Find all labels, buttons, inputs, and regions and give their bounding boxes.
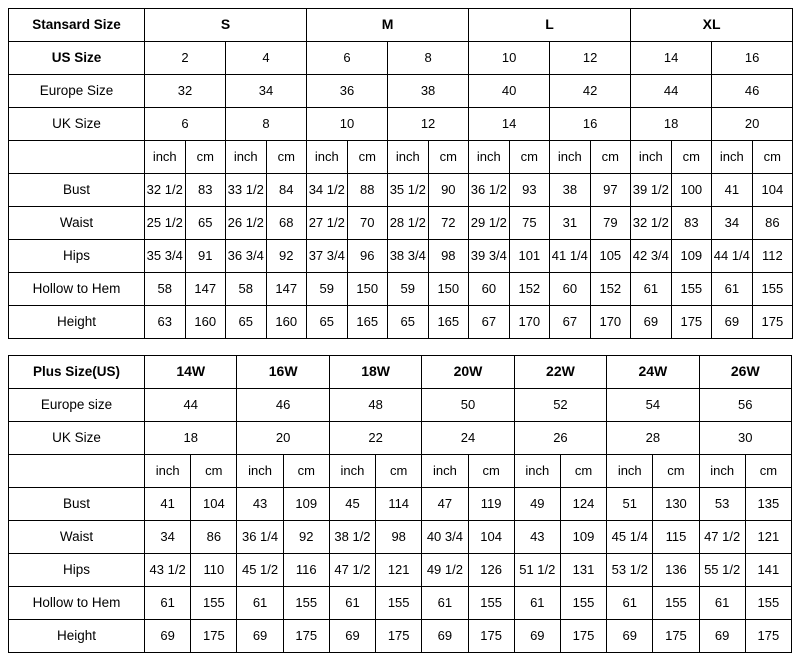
plus-row-label-waist: Waist	[9, 521, 145, 554]
plus-unit-cell-8: inch	[514, 455, 560, 488]
plus-row-label-europe-size: Europe size	[9, 389, 145, 422]
row-label-hollow-to-hem: Hollow to Hem	[9, 273, 145, 306]
plus-unit-cell-13: cm	[745, 455, 791, 488]
plus-height-cell-3: 175	[283, 620, 329, 653]
unit-cell-14: inch	[712, 141, 753, 174]
hips-cell-7: 98	[428, 240, 469, 273]
plus-waist-cell-13: 121	[745, 521, 791, 554]
hips-cell-8: 39 3/4	[469, 240, 510, 273]
table-row-waist	[9, 207, 793, 240]
plus-hollow-cell-4: 61	[329, 587, 375, 620]
plus-hollow-cell-0: 61	[145, 587, 191, 620]
hollow-cell-3: 147	[266, 273, 307, 306]
uk-size-value-0: 6	[145, 108, 226, 141]
plus-unit-cell-5: cm	[376, 455, 422, 488]
plus-hollow-cell-7: 155	[468, 587, 514, 620]
us-size-value-6: 14	[631, 42, 712, 75]
hollow-cell-15: 155	[752, 273, 793, 306]
height-cell-10: 67	[550, 306, 591, 339]
uk-size-value-3: 12	[388, 108, 469, 141]
height-cell-6: 65	[388, 306, 429, 339]
plus-size-group-18w: 18W	[329, 356, 421, 389]
bust-cell-11: 97	[590, 174, 631, 207]
hollow-cell-7: 150	[428, 273, 469, 306]
table-row-units	[9, 141, 793, 174]
waist-cell-14: 34	[712, 207, 753, 240]
hollow-cell-14: 61	[712, 273, 753, 306]
unit-cell-13: cm	[671, 141, 712, 174]
height-cell-2: 65	[226, 306, 267, 339]
plus-waist-cell-8: 43	[514, 521, 560, 554]
height-cell-7: 165	[428, 306, 469, 339]
table-row-us-size	[9, 42, 793, 75]
height-cell-11: 170	[590, 306, 631, 339]
plus-unit-cell-1: cm	[191, 455, 237, 488]
plus-bust-cell-6: 47	[422, 488, 468, 521]
bust-cell-12: 39 1/2	[631, 174, 672, 207]
bust-cell-8: 36 1/2	[469, 174, 510, 207]
plus-header-label: Plus Size(US)	[9, 356, 145, 389]
uk-size-value-4: 14	[469, 108, 550, 141]
uk-size-value-2: 10	[307, 108, 388, 141]
standard-size-table	[8, 8, 793, 339]
hollow-cell-8: 60	[469, 273, 510, 306]
table-row-plus-header	[9, 356, 792, 389]
plus-waist-cell-2: 36 1/4	[237, 521, 283, 554]
plus-height-cell-7: 175	[468, 620, 514, 653]
unit-cell-8: inch	[469, 141, 510, 174]
plus-europe-value-1: 46	[237, 389, 329, 422]
waist-cell-1: 65	[185, 207, 226, 240]
row-label-bust: Bust	[9, 174, 145, 207]
table-row-plus-hollow-to-hem	[9, 587, 792, 620]
plus-bust-cell-9: 124	[560, 488, 606, 521]
hips-cell-14: 44 1/4	[712, 240, 753, 273]
plus-units-row-label	[9, 455, 145, 488]
unit-cell-10: inch	[550, 141, 591, 174]
hollow-cell-2: 58	[226, 273, 267, 306]
us-size-value-7: 16	[712, 42, 793, 75]
plus-europe-value-2: 48	[329, 389, 421, 422]
bust-cell-3: 84	[266, 174, 307, 207]
table-row-plus-uk-size	[9, 422, 792, 455]
plus-hollow-cell-11: 155	[653, 587, 699, 620]
unit-cell-0: inch	[145, 141, 186, 174]
units-row-label	[9, 141, 145, 174]
hips-cell-0: 35 3/4	[145, 240, 186, 273]
plus-bust-cell-3: 109	[283, 488, 329, 521]
plus-size-group-26w: 26W	[699, 356, 791, 389]
plus-uk-value-2: 22	[329, 422, 421, 455]
plus-hips-cell-11: 136	[653, 554, 699, 587]
plus-unit-cell-9: cm	[560, 455, 606, 488]
plus-height-cell-13: 175	[745, 620, 791, 653]
europe-size-value-6: 44	[631, 75, 712, 108]
plus-height-cell-6: 69	[422, 620, 468, 653]
plus-europe-value-3: 50	[422, 389, 514, 422]
hips-cell-9: 101	[509, 240, 550, 273]
bust-cell-0: 32 1/2	[145, 174, 186, 207]
hollow-cell-4: 59	[307, 273, 348, 306]
height-cell-9: 170	[509, 306, 550, 339]
waist-cell-10: 31	[550, 207, 591, 240]
plus-europe-value-4: 52	[514, 389, 606, 422]
plus-height-cell-8: 69	[514, 620, 560, 653]
plus-hollow-cell-8: 61	[514, 587, 560, 620]
height-cell-5: 165	[347, 306, 388, 339]
plus-bust-cell-8: 49	[514, 488, 560, 521]
plus-uk-value-4: 26	[514, 422, 606, 455]
row-label-us-size: US Size	[9, 42, 145, 75]
plus-bust-cell-11: 130	[653, 488, 699, 521]
table-row-plus-units	[9, 455, 792, 488]
plus-row-label-hollow-to-hem: Hollow to Hem	[9, 587, 145, 620]
plus-bust-cell-5: 114	[376, 488, 422, 521]
waist-cell-6: 28 1/2	[388, 207, 429, 240]
plus-waist-cell-6: 40 3/4	[422, 521, 468, 554]
size-group-s: S	[145, 9, 307, 42]
plus-waist-cell-3: 92	[283, 521, 329, 554]
plus-height-cell-0: 69	[145, 620, 191, 653]
waist-cell-5: 70	[347, 207, 388, 240]
waist-cell-2: 26 1/2	[226, 207, 267, 240]
waist-cell-0: 25 1/2	[145, 207, 186, 240]
table-row-europe-size	[9, 75, 793, 108]
plus-hips-cell-7: 126	[468, 554, 514, 587]
europe-size-value-3: 38	[388, 75, 469, 108]
hips-cell-4: 37 3/4	[307, 240, 348, 273]
height-cell-0: 63	[145, 306, 186, 339]
bust-cell-7: 90	[428, 174, 469, 207]
plus-row-label-height: Height	[9, 620, 145, 653]
hips-cell-6: 38 3/4	[388, 240, 429, 273]
plus-hips-cell-13: 141	[745, 554, 791, 587]
plus-waist-cell-7: 104	[468, 521, 514, 554]
plus-unit-cell-12: inch	[699, 455, 745, 488]
hips-cell-11: 105	[590, 240, 631, 273]
europe-size-value-2: 36	[307, 75, 388, 108]
hollow-cell-12: 61	[631, 273, 672, 306]
table-row-standard-header	[9, 9, 793, 42]
plus-waist-cell-10: 45 1/4	[607, 521, 653, 554]
row-label-uk-size: UK Size	[9, 108, 145, 141]
waist-cell-8: 29 1/2	[469, 207, 510, 240]
bust-cell-1: 83	[185, 174, 226, 207]
plus-hollow-cell-5: 155	[376, 587, 422, 620]
plus-unit-cell-6: inch	[422, 455, 468, 488]
hollow-cell-0: 58	[145, 273, 186, 306]
plus-hips-cell-2: 45 1/2	[237, 554, 283, 587]
plus-height-cell-11: 175	[653, 620, 699, 653]
plus-unit-cell-2: inch	[237, 455, 283, 488]
plus-hips-cell-6: 49 1/2	[422, 554, 468, 587]
table-row-hips	[9, 240, 793, 273]
hips-cell-10: 41 1/4	[550, 240, 591, 273]
bust-cell-4: 34 1/2	[307, 174, 348, 207]
plus-row-label-hips: Hips	[9, 554, 145, 587]
plus-waist-cell-0: 34	[145, 521, 191, 554]
plus-waist-cell-11: 115	[653, 521, 699, 554]
plus-size-group-16w: 16W	[237, 356, 329, 389]
europe-size-value-5: 42	[550, 75, 631, 108]
uk-size-value-5: 16	[550, 108, 631, 141]
row-label-europe-size: Europe Size	[9, 75, 145, 108]
plus-unit-cell-10: inch	[607, 455, 653, 488]
plus-hollow-cell-6: 61	[422, 587, 468, 620]
hollow-cell-1: 147	[185, 273, 226, 306]
plus-uk-value-0: 18	[145, 422, 237, 455]
plus-hollow-cell-10: 61	[607, 587, 653, 620]
plus-height-cell-4: 69	[329, 620, 375, 653]
height-cell-1: 160	[185, 306, 226, 339]
plus-waist-cell-5: 98	[376, 521, 422, 554]
bust-cell-5: 88	[347, 174, 388, 207]
hollow-cell-10: 60	[550, 273, 591, 306]
us-size-value-3: 8	[388, 42, 469, 75]
hollow-cell-11: 152	[590, 273, 631, 306]
unit-cell-11: cm	[590, 141, 631, 174]
plus-hollow-cell-13: 155	[745, 587, 791, 620]
hips-cell-12: 42 3/4	[631, 240, 672, 273]
waist-cell-13: 83	[671, 207, 712, 240]
plus-uk-value-6: 30	[699, 422, 791, 455]
height-cell-15: 175	[752, 306, 793, 339]
standard-header-label: Stansard Size	[9, 9, 145, 42]
plus-unit-cell-0: inch	[145, 455, 191, 488]
row-label-height: Height	[9, 306, 145, 339]
plus-bust-cell-0: 41	[145, 488, 191, 521]
height-cell-13: 175	[671, 306, 712, 339]
waist-cell-15: 86	[752, 207, 793, 240]
size-group-m: M	[307, 9, 469, 42]
height-cell-8: 67	[469, 306, 510, 339]
us-size-value-0: 2	[145, 42, 226, 75]
table-row-hollow-to-hem	[9, 273, 793, 306]
plus-row-label-bust: Bust	[9, 488, 145, 521]
plus-hips-cell-8: 51 1/2	[514, 554, 560, 587]
bust-cell-6: 35 1/2	[388, 174, 429, 207]
plus-unit-cell-4: inch	[329, 455, 375, 488]
bust-cell-10: 38	[550, 174, 591, 207]
uk-size-value-7: 20	[712, 108, 793, 141]
unit-cell-1: cm	[185, 141, 226, 174]
plus-hips-cell-3: 116	[283, 554, 329, 587]
plus-hips-cell-9: 131	[560, 554, 606, 587]
plus-waist-cell-4: 38 1/2	[329, 521, 375, 554]
europe-size-value-4: 40	[469, 75, 550, 108]
unit-cell-12: inch	[631, 141, 672, 174]
hollow-cell-9: 152	[509, 273, 550, 306]
plus-size-group-22w: 22W	[514, 356, 606, 389]
plus-unit-cell-3: cm	[283, 455, 329, 488]
plus-size-table	[8, 355, 792, 653]
plus-height-cell-10: 69	[607, 620, 653, 653]
row-label-hips: Hips	[9, 240, 145, 273]
hips-cell-5: 96	[347, 240, 388, 273]
plus-hollow-cell-1: 155	[191, 587, 237, 620]
plus-europe-value-0: 44	[145, 389, 237, 422]
size-group-xl: XL	[631, 9, 793, 42]
table-row-plus-europe-size	[9, 389, 792, 422]
europe-size-value-1: 34	[226, 75, 307, 108]
us-size-value-2: 6	[307, 42, 388, 75]
plus-height-cell-12: 69	[699, 620, 745, 653]
plus-height-cell-5: 175	[376, 620, 422, 653]
plus-bust-cell-7: 119	[468, 488, 514, 521]
bust-cell-13: 100	[671, 174, 712, 207]
bust-cell-2: 33 1/2	[226, 174, 267, 207]
hips-cell-13: 109	[671, 240, 712, 273]
plus-height-cell-1: 175	[191, 620, 237, 653]
plus-hips-cell-4: 47 1/2	[329, 554, 375, 587]
unit-cell-15: cm	[752, 141, 793, 174]
plus-size-group-24w: 24W	[607, 356, 699, 389]
plus-uk-value-1: 20	[237, 422, 329, 455]
plus-uk-value-5: 28	[607, 422, 699, 455]
waist-cell-3: 68	[266, 207, 307, 240]
height-cell-3: 160	[266, 306, 307, 339]
us-size-value-5: 12	[550, 42, 631, 75]
waist-cell-12: 32 1/2	[631, 207, 672, 240]
uk-size-value-1: 8	[226, 108, 307, 141]
us-size-value-1: 4	[226, 42, 307, 75]
unit-cell-4: inch	[307, 141, 348, 174]
table-spacer	[8, 339, 792, 355]
plus-waist-cell-9: 109	[560, 521, 606, 554]
plus-hollow-cell-9: 155	[560, 587, 606, 620]
waist-cell-11: 79	[590, 207, 631, 240]
table-row-height	[9, 306, 793, 339]
table-row-plus-waist	[9, 521, 792, 554]
waist-cell-7: 72	[428, 207, 469, 240]
plus-bust-cell-4: 45	[329, 488, 375, 521]
plus-europe-value-5: 54	[607, 389, 699, 422]
hollow-cell-6: 59	[388, 273, 429, 306]
plus-row-label-uk-size: UK Size	[9, 422, 145, 455]
unit-cell-6: inch	[388, 141, 429, 174]
unit-cell-3: cm	[266, 141, 307, 174]
table-row-bust	[9, 174, 793, 207]
plus-waist-cell-12: 47 1/2	[699, 521, 745, 554]
plus-height-cell-2: 69	[237, 620, 283, 653]
plus-hips-cell-12: 55 1/2	[699, 554, 745, 587]
hollow-cell-13: 155	[671, 273, 712, 306]
bust-cell-15: 104	[752, 174, 793, 207]
plus-hips-cell-1: 110	[191, 554, 237, 587]
plus-hollow-cell-3: 155	[283, 587, 329, 620]
plus-bust-cell-13: 135	[745, 488, 791, 521]
plus-europe-value-6: 56	[699, 389, 791, 422]
waist-cell-4: 27 1/2	[307, 207, 348, 240]
europe-size-value-0: 32	[145, 75, 226, 108]
plus-size-group-20w: 20W	[422, 356, 514, 389]
hips-cell-2: 36 3/4	[226, 240, 267, 273]
waist-cell-9: 75	[509, 207, 550, 240]
unit-cell-7: cm	[428, 141, 469, 174]
plus-unit-cell-11: cm	[653, 455, 699, 488]
bust-cell-14: 41	[712, 174, 753, 207]
uk-size-value-6: 18	[631, 108, 712, 141]
plus-bust-cell-12: 53	[699, 488, 745, 521]
europe-size-value-7: 46	[712, 75, 793, 108]
unit-cell-2: inch	[226, 141, 267, 174]
size-group-l: L	[469, 9, 631, 42]
height-cell-12: 69	[631, 306, 672, 339]
plus-size-group-14w: 14W	[145, 356, 237, 389]
hips-cell-15: 112	[752, 240, 793, 273]
plus-bust-cell-2: 43	[237, 488, 283, 521]
plus-hollow-cell-12: 61	[699, 587, 745, 620]
plus-height-cell-9: 175	[560, 620, 606, 653]
row-label-waist: Waist	[9, 207, 145, 240]
plus-waist-cell-1: 86	[191, 521, 237, 554]
table-row-plus-height	[9, 620, 792, 653]
plus-bust-cell-10: 51	[607, 488, 653, 521]
plus-bust-cell-1: 104	[191, 488, 237, 521]
plus-uk-value-3: 24	[422, 422, 514, 455]
hips-cell-1: 91	[185, 240, 226, 273]
unit-cell-9: cm	[509, 141, 550, 174]
plus-hips-cell-10: 53 1/2	[607, 554, 653, 587]
height-cell-14: 69	[712, 306, 753, 339]
plus-hips-cell-0: 43 1/2	[145, 554, 191, 587]
table-row-uk-size	[9, 108, 793, 141]
us-size-value-4: 10	[469, 42, 550, 75]
hollow-cell-5: 150	[347, 273, 388, 306]
table-row-plus-bust	[9, 488, 792, 521]
bust-cell-9: 93	[509, 174, 550, 207]
plus-hollow-cell-2: 61	[237, 587, 283, 620]
plus-hips-cell-5: 121	[376, 554, 422, 587]
table-row-plus-hips	[9, 554, 792, 587]
hips-cell-3: 92	[266, 240, 307, 273]
unit-cell-5: cm	[347, 141, 388, 174]
plus-unit-cell-7: cm	[468, 455, 514, 488]
height-cell-4: 65	[307, 306, 348, 339]
